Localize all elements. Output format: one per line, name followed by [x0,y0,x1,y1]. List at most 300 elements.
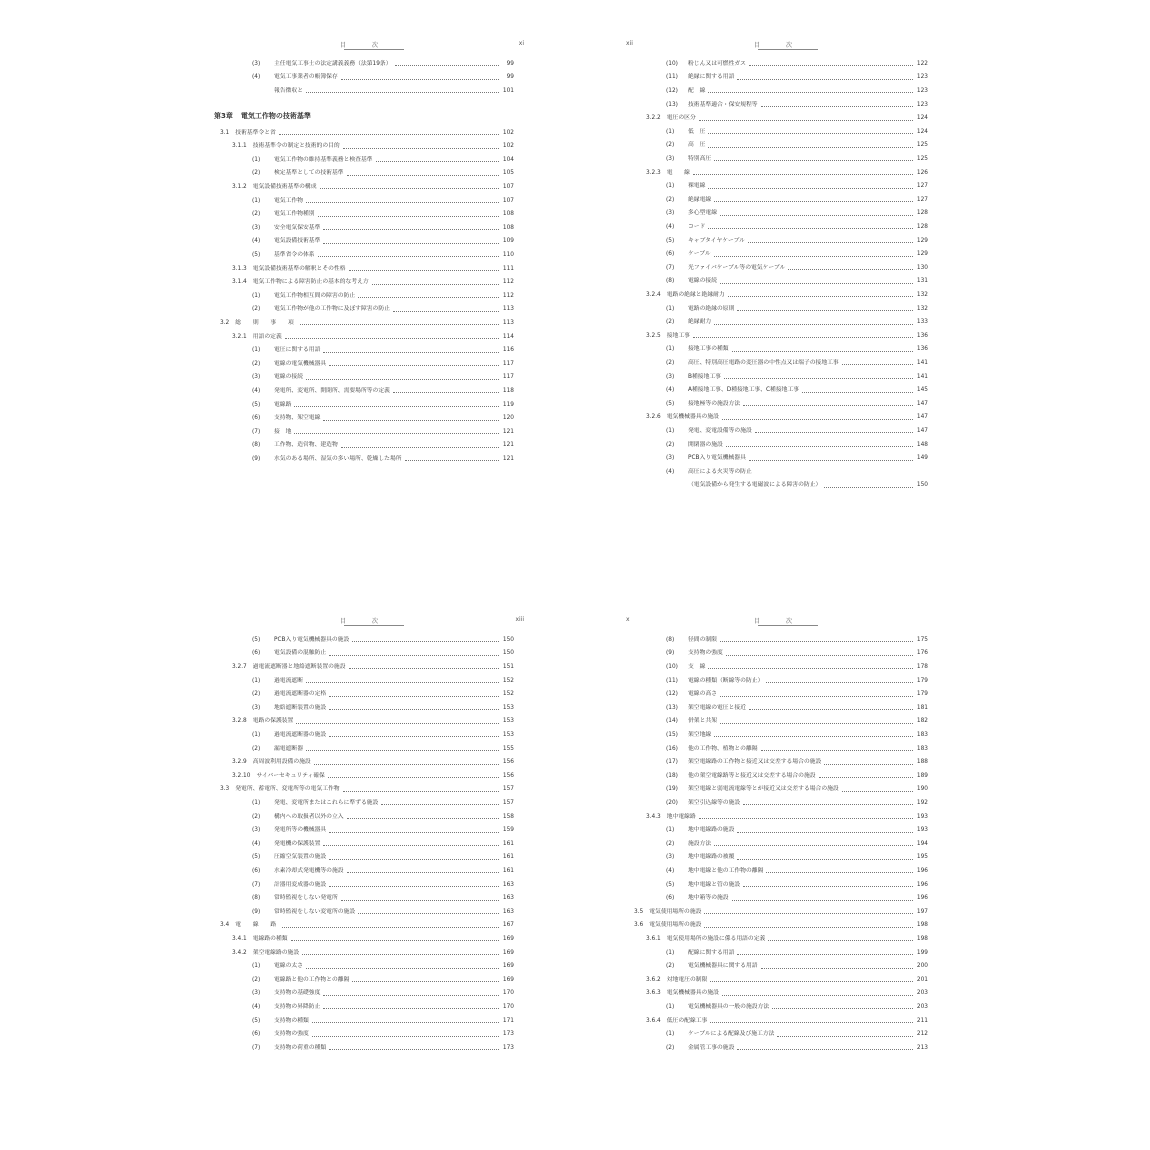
toc-entry-number: (1) [666,949,675,956]
toc-leader-line [737,859,913,860]
toc-entry-page: 150 [502,636,514,643]
toc-entry-title: 漏電遮断器 [274,745,303,752]
toc-entry-page: 129 [916,251,928,258]
toc-leader-line [693,337,913,338]
toc-entry [214,385,514,399]
toc-entry-number: (7) [666,264,675,271]
toc-entry [628,316,928,330]
toc-leader-line [708,92,913,93]
toc-entry-number: 3.2.6 [646,414,661,421]
toc-entry-title: 検定基準としての技術基準 [274,170,344,177]
toc-leader-line [743,405,913,406]
toc-entry [628,770,928,784]
toc-entry-page: 173 [502,1031,514,1038]
toc-leader-line [726,446,913,447]
toc-entry-title: 電気工作物の維持基準義務と検査基準 [274,156,373,163]
toc-entry-title: 架空電線の電圧と接近 [688,704,746,711]
toc-entry [214,412,514,426]
toc-entry-title: 電線の電気機械器具 [274,360,327,367]
toc-entry [214,140,514,154]
toc-leader-line [714,845,913,846]
toc-leader-line [329,709,499,710]
toc-entry-number: (15) [666,732,678,739]
toc-entry [628,112,928,126]
toc-entry-page: 151 [502,664,514,671]
toc-entry [628,439,928,453]
toc-entry-title: 架空地線 [688,732,712,739]
toc-entry-number: 3.2.5 [646,332,661,339]
toc-entry-title: B種接地工事 [688,373,721,380]
toc-leader-line [329,886,499,887]
toc-entry-number: (17) [666,759,678,766]
toc-entry-title: 接 地 [274,428,292,435]
toc-entry-page: 169 [502,963,514,970]
toc-entry-page: 195 [916,854,928,861]
toc-leader-line [329,859,499,860]
toc-entry [214,304,514,318]
toc-entry-title: 電気設備技術基準の構成 [252,184,317,191]
toc-entry [628,756,928,770]
toc-leader-line [282,927,499,928]
toc-entry-number: (5) [666,237,675,244]
toc-entry [628,1001,928,1015]
toc-entry-page: 161 [502,867,514,874]
toc-entry-page: 112 [502,292,514,299]
toc-leader-line [381,804,499,805]
toc-entry-page: 189 [916,772,928,779]
toc-entry-title: 電線路 [274,401,292,408]
toc-leader-line [766,682,913,683]
toc-entry-page: 125 [916,156,928,163]
toc-leader-line [376,161,499,162]
toc-entry-title: 電線の太さ [274,963,303,970]
toc-entry [214,371,514,385]
toc-leader-line [726,655,913,656]
toc-entry-number: (18) [666,772,678,779]
toc-entry-number: (11) [666,677,678,684]
toc-leader-line [318,216,499,217]
toc-entry [214,947,514,961]
toc-entry-title: 対地電圧の制限 [666,976,708,983]
toc-entry-number: (7) [252,1044,261,1051]
toc-leader-line [749,65,913,66]
toc-entry-number: 3.2 [220,319,230,326]
toc-leader-line [743,886,913,887]
toc-entry-title: 電気機械器具の施設 [666,414,719,421]
toc-entry-number: 3.6.1 [646,935,661,942]
toc-entry-title: 地中電線路 [666,813,696,820]
toc-entry-number: 3.1.3 [232,265,247,272]
toc-entry-number: 3.4 [220,922,230,929]
toc-entry [628,906,928,920]
toc-entry-number: (4) [666,224,675,231]
toc-entry-page: 127 [916,183,928,190]
toc-entry-page: 181 [916,704,928,711]
toc-leader-line [714,736,913,737]
toc-entry-title: 水気のある場所、湿気の多い場所、乾燥した場所 [274,455,402,462]
toc-entry-page: 179 [916,691,928,698]
toc-entry-title: 配線に関する用語 [688,949,735,956]
toc-entry [214,960,514,974]
toc-leader-line [708,228,913,229]
toc-entry-page: 161 [502,854,514,861]
toc-entry-title: 絶縁電線 [688,196,712,203]
toc-entry-page: 133 [916,319,928,326]
toc-entry-title: 電線の接続 [688,278,717,285]
toc-entry-page: 102 [502,143,514,150]
toc-entry-title: 支持物の昇降防止 [274,1003,321,1010]
toc-entry-number: (12) [666,691,678,698]
toc-entry [214,811,514,825]
toc-entry-number: (2) [252,691,261,698]
toc-entry-number: (20) [666,800,678,807]
toc-entry [214,1042,514,1056]
toc-entry [214,797,514,811]
toc-entry-page: 153 [502,704,514,711]
toc-entry-page: 123 [916,88,928,95]
toc-entry-number: 3.4.2 [232,949,247,956]
toc-entry-page: 136 [916,346,928,353]
toc-leader-line [323,229,499,230]
toc-entry-number: (2) [666,1044,675,1051]
toc-entry [628,262,928,276]
toc-entry-title: 電圧に関する用語 [274,347,321,354]
toc-entry-page: 116 [502,347,514,354]
toc-entry-number: (2) [666,840,675,847]
toc-entry-page: 175 [916,636,928,643]
toc-leader-line [329,696,499,697]
toc-entry-page: 171 [502,1017,514,1024]
toc-entry-page: 147 [916,400,928,407]
toc-entry-page: 203 [916,1003,928,1010]
toc-entry-page: 123 [916,101,928,108]
toc-entry-number: (6) [252,867,261,874]
toc-leader-line [728,296,913,297]
toc-leader-line [314,764,499,765]
toc-entry-number: (2) [666,142,675,149]
toc-entry-title: 用語の定義 [252,333,282,340]
toc-entry-number: (1) [252,800,261,807]
toc-entry-page: 129 [916,237,928,244]
toc-entry-page: 182 [916,718,928,725]
toc-entry-title: 地中電線路の施設 [688,827,735,834]
toc-entry-page: 125 [916,142,928,149]
toc-entry-page: 190 [916,786,928,793]
toc-entry-page: 152 [502,677,514,684]
toc-entry [628,384,928,398]
toc-entry-number: (3) [666,373,675,380]
toc-entry [214,453,514,467]
toc-entry [628,634,928,648]
toc-entry-number: (2) [666,196,675,203]
toc-entry-page: 132 [916,305,928,312]
toc-entry-title: 高圧、特別高圧電路の変圧器の中性点又は端子の接地工事 [688,359,839,366]
toc-entry-title: 主任電気工事士の法定講義義務（法第19条） [274,60,392,67]
toc-entry [214,399,514,413]
toc-entry-title: 電気設備の混触防止 [274,650,327,657]
toc-entry-number: (8) [252,442,261,449]
toc-entry-number: 3.2.4 [646,291,661,298]
toc-entry-page: 192 [916,800,928,807]
toc-entry [214,770,514,784]
toc-entry-number: 3.4.3 [646,813,661,820]
toc-entry-page: 117 [502,360,514,367]
page-header-title: 目 次 [339,618,388,625]
toc-entry [214,906,514,920]
toc-entry-number: (3) [252,60,261,67]
toc-entry-page: 111 [502,265,514,272]
toc-leader-line [294,433,499,434]
toc-entry [628,702,928,716]
toc-leader-line [329,736,499,737]
toc-entry-title: 架空電線路の工作物と接近又は交差する場合の施設 [688,759,822,766]
toc-entry-number: (1) [252,677,261,684]
toc-entry [214,716,514,730]
toc-entry-number: (12) [666,88,678,95]
page-header [214,614,524,628]
toc-entry [628,824,928,838]
toc-entry [214,331,514,345]
toc-entry-page: 179 [916,677,928,684]
toc-leader-line [320,188,499,189]
toc-entry [628,398,928,412]
page-header-title: 目 次 [753,42,802,49]
toc-entry [214,154,514,168]
toc-entry-page: 169 [502,976,514,983]
toc-entry-number: (3) [666,210,675,217]
toc-entry-number: (2) [666,441,675,448]
toc-entry-number: (4) [252,387,261,394]
toc-entry-title: 電線の種類（断線等の防止） [688,677,764,684]
toc-entry-number: (5) [252,1017,261,1024]
toc-entry-number: (5) [666,881,675,888]
toc-entry-number: (9) [666,650,675,657]
toc-entry-title: ケーブル [688,251,711,258]
toc-entry [214,85,514,99]
toc-entry-number: (1) [666,183,675,190]
toc-leader-line [347,175,499,176]
toc-entry [214,222,514,236]
toc-leader-line [323,995,499,996]
toc-entry-number: (3) [666,455,675,462]
toc-leader-line [737,310,913,311]
toc-entry-title: 電気使用場所の施設 [649,922,702,929]
toc-entry-page: 193 [916,813,928,820]
toc-entry-title: 地中電線路の被覆 [688,854,735,861]
toc-entry [628,479,928,493]
toc-entry-number: (5) [252,252,261,259]
toc-entry-page: 124 [916,128,928,135]
toc-entry-title: コード [688,224,706,231]
toc-entry-title: 他の工作物、植物との離隔 [688,745,758,752]
toc-entry-number: 3.6.3 [646,990,661,997]
toc-leader-line [341,79,499,80]
toc-entry-page: 145 [916,387,928,394]
toc-entry-number: (8) [666,636,675,643]
toc-entry-page: 163 [502,908,514,915]
toc-entry-number: (1) [666,827,675,834]
toc-entry-title: 電線路の種類 [252,935,288,942]
toc-entry-title: 電路の絶縁の原則 [688,305,735,312]
toc-entry [214,648,514,662]
toc-entry-number: (1) [252,732,261,739]
toc-leader-line [720,215,913,216]
toc-entry-number: (13) [666,101,678,108]
toc-entry-number: (7) [252,428,261,435]
toc-entry [214,276,514,290]
toc-entry-page: 118 [502,387,514,394]
toc-entry-number: 3.2.2 [646,115,661,122]
toc-entry-title: 発電、変電設備等の施設 [688,427,752,434]
toc-entry-title: 電 線 [666,169,690,176]
toc-leader-line [720,641,913,642]
toc-leader-line [306,202,499,203]
toc-leader-line [323,243,499,244]
header-rule [344,625,404,626]
toc-entry [214,426,514,440]
toc-list [628,634,928,1055]
toc-entry-number: (6) [666,895,675,902]
toc-entry-title: 発電所、変電所、開閉所、需要場所等の定義 [274,387,390,394]
toc-entry [628,852,928,866]
toc-entry-title: 技術基準適合・保安規程等 [688,101,758,108]
toc-leader-line [710,1022,913,1023]
toc-entry-number: (2) [252,813,261,820]
toc-leader-line [699,818,913,819]
toc-entry-title: 多心型電線 [688,210,717,217]
toc-entry-number: 3.2.10 [232,772,251,779]
toc-leader-line [285,338,499,339]
toc-leader-line [329,365,499,366]
toc-chapter-heading [214,107,514,127]
toc-entry [628,411,928,425]
toc-leader-line [766,872,913,873]
toc-leader-line [737,954,913,955]
toc-entry-title: 電気設備技術基準の解釈とその性格 [252,265,346,272]
toc-entry [628,987,928,1001]
toc-entry [214,168,514,182]
toc-leader-line [761,968,913,969]
toc-entry-title: 電気工作物種別 [274,211,315,218]
toc-entry-page: 196 [916,867,928,874]
toc-leader-line [749,709,913,710]
toc-entry-page: 178 [916,664,928,671]
toc-entry-page: 213 [916,1044,928,1051]
toc-entry [628,688,928,702]
toc-entry [214,702,514,716]
toc-page-bottom-right [628,614,928,1055]
toc-entry [628,933,928,947]
toc-leader-line [720,283,913,284]
toc-leader-line [824,764,913,765]
toc-entry-number: (1) [666,346,675,353]
toc-entry-number: (2) [252,170,261,177]
toc-leader-line [720,696,913,697]
toc-entry-page: 170 [502,1003,514,1010]
toc-entry [214,236,514,250]
toc-entry [214,852,514,866]
toc-entry-page: 114 [502,333,514,340]
toc-entry [214,987,514,1001]
toc-entry-page: 173 [502,1044,514,1051]
toc-entry-number: (3) [252,990,261,997]
toc-leader-line [772,1008,913,1009]
toc-leader-line [306,750,499,751]
toc-entry-title: 支 線 [688,664,706,671]
toc-entry [214,358,514,372]
toc-entry-page: 122 [916,60,928,67]
toc-entry [214,756,514,770]
toc-leader-line [788,269,913,270]
toc-entry [214,439,514,453]
toc-entry-number: (5) [252,854,261,861]
toc-entry-number: (4) [252,74,261,81]
toc-entry-page: 107 [502,197,514,204]
toc-entry-title: 特別高圧 [688,156,712,163]
toc-entry-page: 161 [502,840,514,847]
toc-entry-title: PCB入り電気機械器具の施設 [274,636,350,643]
toc-entry-title: 開閉器の施設 [688,441,723,448]
toc-leader-line [300,324,499,325]
toc-entry [628,729,928,743]
toc-entry-title: 高 圧 [688,142,706,149]
toc-list [214,58,514,467]
toc-entry [628,1015,928,1029]
toc-entry-title: 架空電線路の施設 [252,949,300,956]
toc-entry-title: 電気使用場所の施設に係る用語の定義 [666,935,766,942]
toc-leader-line [768,940,913,941]
toc-entry [628,865,928,879]
toc-entry [214,634,514,648]
toc-entry-number: (1) [666,1003,675,1010]
toc-leader-line [291,940,499,941]
toc-entry [214,675,514,689]
toc-entry-title: 過電流遮断器の定格 [274,691,327,698]
toc-entry-page: 158 [502,813,514,820]
toc-entry-number: (6) [252,650,261,657]
toc-leader-line [737,79,913,80]
toc-leader-line [358,297,499,298]
toc-entry-page: 196 [916,895,928,902]
toc-entry [214,838,514,852]
toc-entry-page: 119 [502,401,514,408]
toc-entry-title: 電気工作物相互間の障害の防止 [274,292,356,299]
toc-entry-title: 電線路と他の工作物との離隔 [274,976,350,983]
toc-leader-line [343,791,499,792]
toc-entry [214,688,514,702]
page-header [628,614,928,628]
toc-entry-page: 149 [916,455,928,462]
toc-entry-number: (4) [252,840,261,847]
toc-entry [628,811,928,825]
toc-list [628,58,928,493]
toc-entry-page: 131 [916,278,928,285]
toc-entry-page: 157 [502,786,514,793]
toc-entry-title: 発電所等の機械器具 [274,827,327,834]
toc-entry-number: (6) [666,251,675,258]
toc-entry-number: (11) [666,74,678,81]
toc-entry-title: 接地極等の施設方法 [688,400,741,407]
toc-entry-title: 支持物の強度 [688,650,723,657]
toc-entry-page: 176 [916,650,928,657]
toc-leader-line [708,133,913,134]
toc-leader-line [372,284,499,285]
toc-entry [628,784,928,798]
toc-entry-page: 148 [916,441,928,448]
toc-entry-title: 報告徴収と [274,88,303,95]
toc-entry-number: (1) [252,347,261,354]
toc-entry-number: (1) [252,156,261,163]
